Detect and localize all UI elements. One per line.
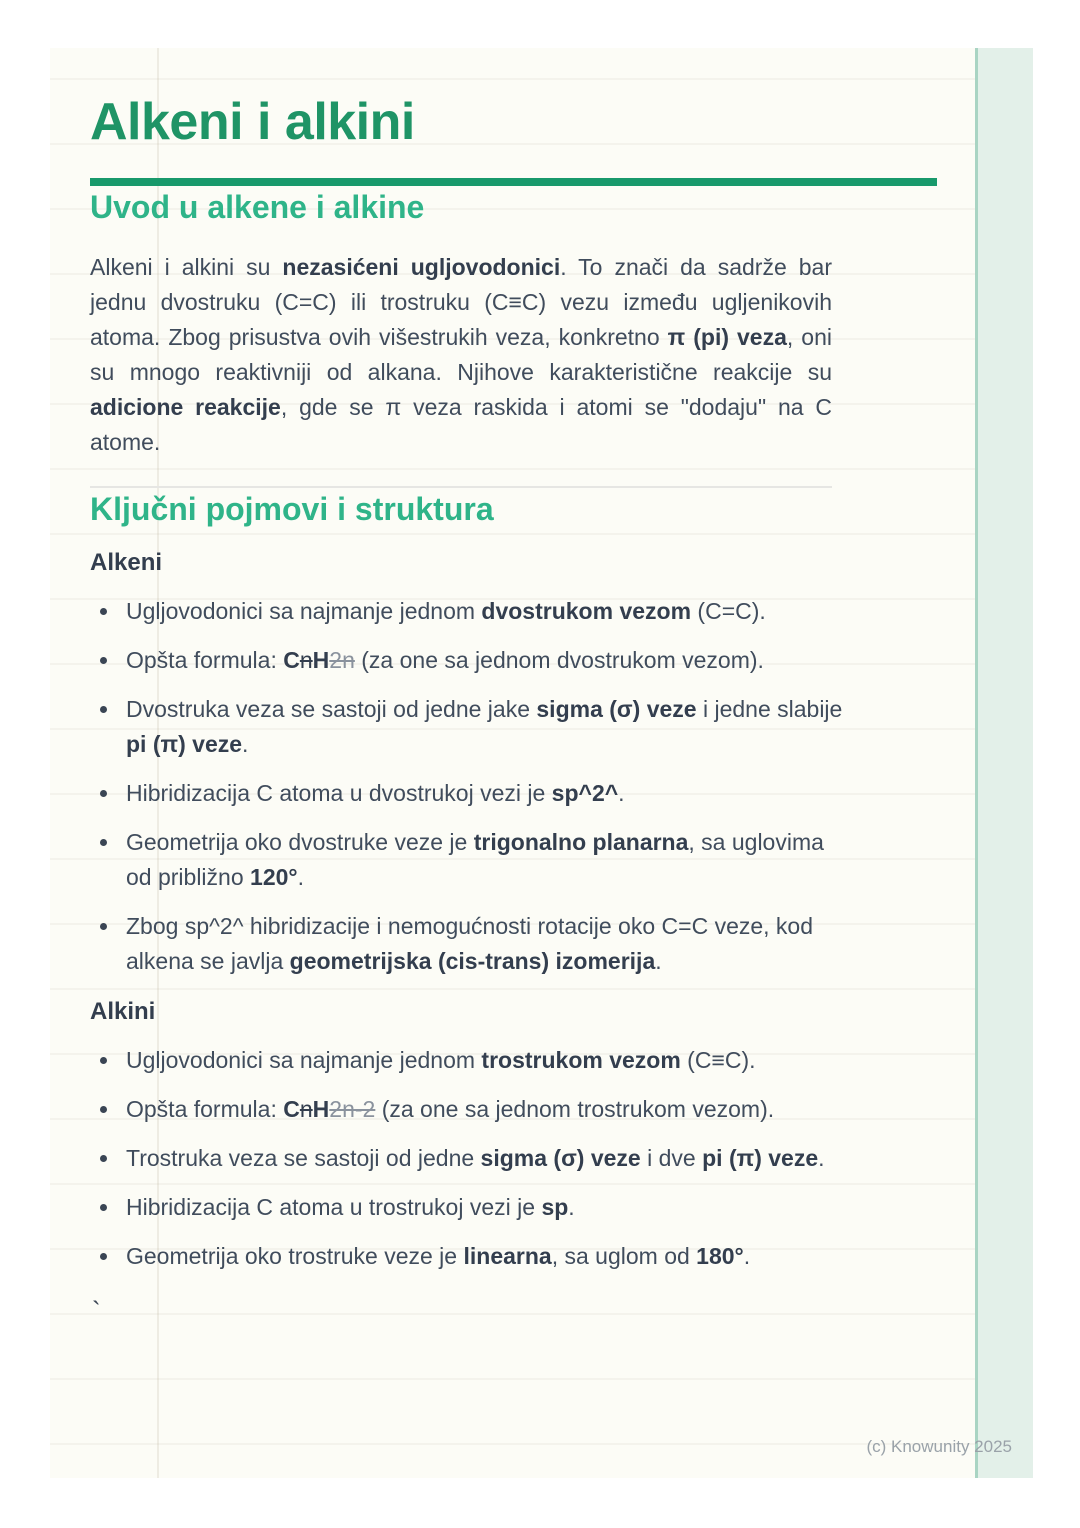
list-item [126, 643, 850, 678]
list-item [126, 1239, 850, 1274]
text-segment: dvostrukom vezom [481, 598, 692, 624]
intro-paragraph [90, 250, 832, 460]
footer-credit: (c) Knowunity 2025 [866, 1437, 1012, 1456]
text-segment: Hibridizacija C atoma u trostrukoj vezi je [126, 1194, 542, 1220]
text-segment: . [568, 1194, 575, 1220]
text-segment: (C=C). [691, 598, 766, 624]
text-segment: 180° [696, 1243, 744, 1269]
text-segment: n [299, 1096, 313, 1122]
text-segment: i dve [640, 1145, 703, 1171]
text-segment: pi (π) veze [702, 1145, 819, 1171]
text-segment: sigma (σ) veze [480, 1145, 641, 1171]
text-segment: . [242, 731, 249, 757]
text-segment: . To znači da sadrže bar jednu dvostruku (C=C) ili trostruku (C≡C) vezu između ugljenikovih atoma. Zbog prisustva ovih višestrukih veza, konkretno [90, 254, 832, 350]
text-segment: Dvostruka veza se sastoji od jedne jake [126, 696, 537, 722]
text-segment: Zbog sp^2^ hibridizacije i nemogućnosti rotacije oko C=C veze, kod alkena se javlja [126, 913, 814, 974]
text-segment: C [283, 647, 300, 673]
text-segment: Ugljovodonici sa najmanje jednom [126, 598, 482, 624]
text-segment: trostrukom vezom [481, 1047, 681, 1073]
text-segment: H [312, 647, 330, 673]
text-segment: Hibridizacija C atoma u dvostrukoj vezi je [126, 780, 552, 806]
text-segment: sp [541, 1194, 569, 1220]
list-item [126, 776, 850, 811]
title-underline-rule [90, 178, 937, 186]
stray-backtick: ` [92, 1296, 101, 1326]
text-segment: . [618, 780, 625, 806]
text-segment: (za one sa jednom trostrukom vezom). [375, 1096, 775, 1122]
subheading-alkeni: Alkeni [90, 549, 163, 576]
list-item [126, 825, 850, 895]
text-segment: 2n-2 [329, 1096, 376, 1122]
list-item [126, 692, 850, 762]
text-segment: , sa uglovima od približno [126, 829, 824, 890]
text-segment: nezasićeni ugljovodonici [282, 254, 561, 280]
list-item [126, 1141, 850, 1176]
subheading-alkini: Alkini [90, 998, 156, 1025]
text-segment: i jedne slabije [696, 696, 843, 722]
list-item [126, 1190, 850, 1225]
text-segment: , sa uglom od [551, 1243, 697, 1269]
text-segment: Geometrija oko dvostruke veze je [126, 829, 474, 855]
text-segment: Alkeni i alkini su [90, 254, 283, 280]
text-segment: n [299, 647, 313, 673]
text-segment: H [312, 1096, 330, 1122]
text-segment: 120° [250, 864, 298, 890]
section-heading-intro: Uvod u alkene i alkine [90, 189, 425, 225]
text-segment: Trostruka veza se sastoji od jedne [126, 1145, 481, 1171]
text-segment: . [743, 1243, 751, 1269]
text-segment: geometrijska (cis-trans) izomerija [289, 948, 656, 974]
text-segment: C [283, 1096, 300, 1122]
text-segment: linearna [463, 1243, 552, 1269]
text-segment: adicione reakcije [90, 394, 281, 420]
list-item [126, 1092, 850, 1127]
text-segment: . [297, 864, 304, 890]
text-segment: . [655, 948, 662, 974]
text-segment: Opšta formula: [126, 647, 284, 673]
text-segment: (C≡C). [680, 1047, 756, 1073]
mint-side-strip [975, 48, 1033, 1478]
text-segment: Opšta formula: [126, 1096, 284, 1122]
page-title: Alkeni i alkini [90, 93, 415, 151]
text-segment: . [818, 1145, 825, 1171]
text-segment: , oni su mnogo reaktivniji od alkana. Njihove karakteristične reakcije su [90, 324, 832, 385]
document-page [50, 48, 1033, 1478]
text-segment: , gde se π veza raskida i atomi se "dodaju" na C atome. [90, 394, 832, 455]
content-column [50, 92, 850, 1274]
text-segment: π (pi) veza [667, 324, 787, 350]
text-segment: 2n [329, 647, 355, 673]
list-item [126, 594, 850, 629]
list-item [126, 1043, 850, 1078]
text-segment: Geometrija oko trostruke veze je [126, 1243, 464, 1269]
alkeni-bullet-list [90, 594, 850, 979]
text-segment: trigonalno planarna [473, 829, 689, 855]
section-heading-key-concepts: Ključni pojmovi i struktura [90, 491, 494, 527]
text-segment: sp^2^ [551, 780, 619, 806]
list-item [126, 909, 850, 979]
alkini-bullet-list [90, 1043, 850, 1274]
text-segment: pi (π) veze [126, 731, 243, 757]
text-segment: Ugljovodonici sa najmanje jednom [126, 1047, 482, 1073]
text-segment: (za one sa jednom dvostrukom vezom). [354, 647, 764, 673]
text-segment: sigma (σ) veze [536, 696, 697, 722]
